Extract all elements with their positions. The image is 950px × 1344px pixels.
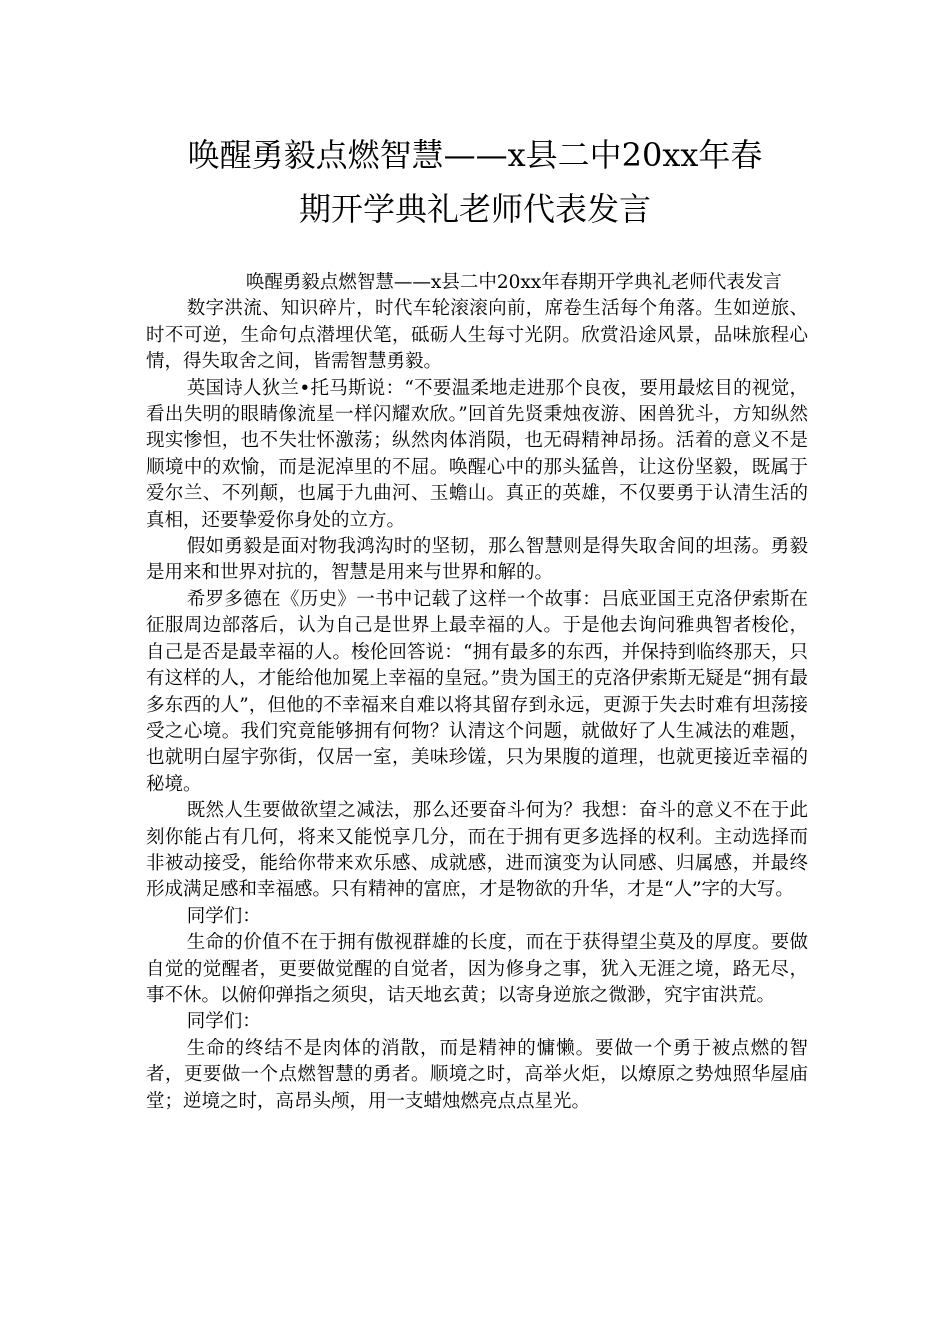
title-line-2: 期开学典礼老师代表发言 [298,190,651,228]
document-title [130,128,820,236]
body-paragraph: 希罗多德在《历史》一书中记载了这样一个故事：吕底亚国王克洛伊索斯在征服周边部落后，认为自己是世界上最幸福的人。于是他去询问雅典智者梭伦，自己是否是最幸福的人。梭伦回答说：“拥有最多的东西，并保持到临终那天，只有这样的人，才能给他加冕上幸福的皇冠。”贵为国王的克洛伊索斯无疑是“拥有最多东西的人”，但他的不幸福来自难以将其留存到永远，更源于失去时难有坦荡接受之心境。我们究竟能够拥有何物？认清这个问题，就做好了人生减法的难题，也就明白屋宇弥街，仅居一室，美味珍馐，只为果腹的道理，也就更接近幸福的秘境。 [146,588,808,795]
body-paragraph: 英国诗人狄兰•托马斯说：“不要温柔地走进那个良夜，要用最炫目的视觉，看出失明的眼睛像流星一样闪耀欢欣。”回首先贤秉烛夜游、困兽犹斗，方知纵然现实惨怛，也不失壮怀激荡；纵然肉体消陨，也无碍精神昂扬。活着的意义不是顺境中的欢愉，而是泥淖里的不屈。唤醒心中的那头猛兽，让这份坚毅，既属于爱尔兰、不列颠，也属于九曲河、玉蟾山。真正的英雄，不仅要勇于认清生活的真相，还要挚爱你身处的立方。 [146,377,808,531]
body-paragraph: 生命的终结不是肉体的消散，而是精神的慵懒。要做一个勇于被点燃的智者，更要做一个点燃智慧的勇者。顺境之时，高举火炬，以燎原之势烛照华屋庙堂；逆境之时，高昂头颅，用一支蜡烛燃亮点点星光。 [146,1037,808,1112]
body-paragraph: 假如勇毅是面对物我鸿沟时的坚韧，那么智慧则是得失取舍间的坦荡。勇毅是用来和世界对抗的，智慧是用来与世界和解的。 [146,536,808,584]
body-paragraph: 生命的价值不在于拥有傲视群雄的长度，而在于获得望尘莫及的厚度。要做自觉的觉醒者，更要做觉醒的自觉者，因为修身之事，犹入无涯之境，路无尽，事不休。以俯仰弹指之须臾，诘天地玄黄；以寄身逆旅之微渺，究宇宙洪荒。 [146,932,808,1006]
salutation: 同学们： [186,1011,261,1033]
document-body [146,270,808,1115]
subtitle-paragraph: 唤醒勇毅点燃智慧——x县二中20xx年春期开学典礼老师代表发言 [245,272,782,293]
salutation: 同学们： [186,905,261,927]
body-paragraph: 既然人生要做欲望之减法，那么还要奋斗何为？我想：奋斗的意义不在于此刻你能占有几何，将来又能悦享几分，而在于拥有更多选择的权利。主动选择而非被动接受，能给你带来欢乐感、成就感，进而演变为认同感、归属感，并最终形成满足感和幸福感。只有精神的富庶，才是物欲的升华，才是“人”字的大写。 [146,800,808,901]
title-line-1: 唤醒勇毅点燃智慧——x县二中20xx年春 [187,136,763,174]
body-paragraph: 数字洪流、知识碎片，时代车轮滚滚向前，席卷生活每个角落。生如逆旅、时不可逆，生命句点潜埋伏笔，砥砺人生每寸光阴。欣赏沿途风景，品味旅程心情，得失取舍之间，皆需智慧勇毅。 [146,298,808,373]
